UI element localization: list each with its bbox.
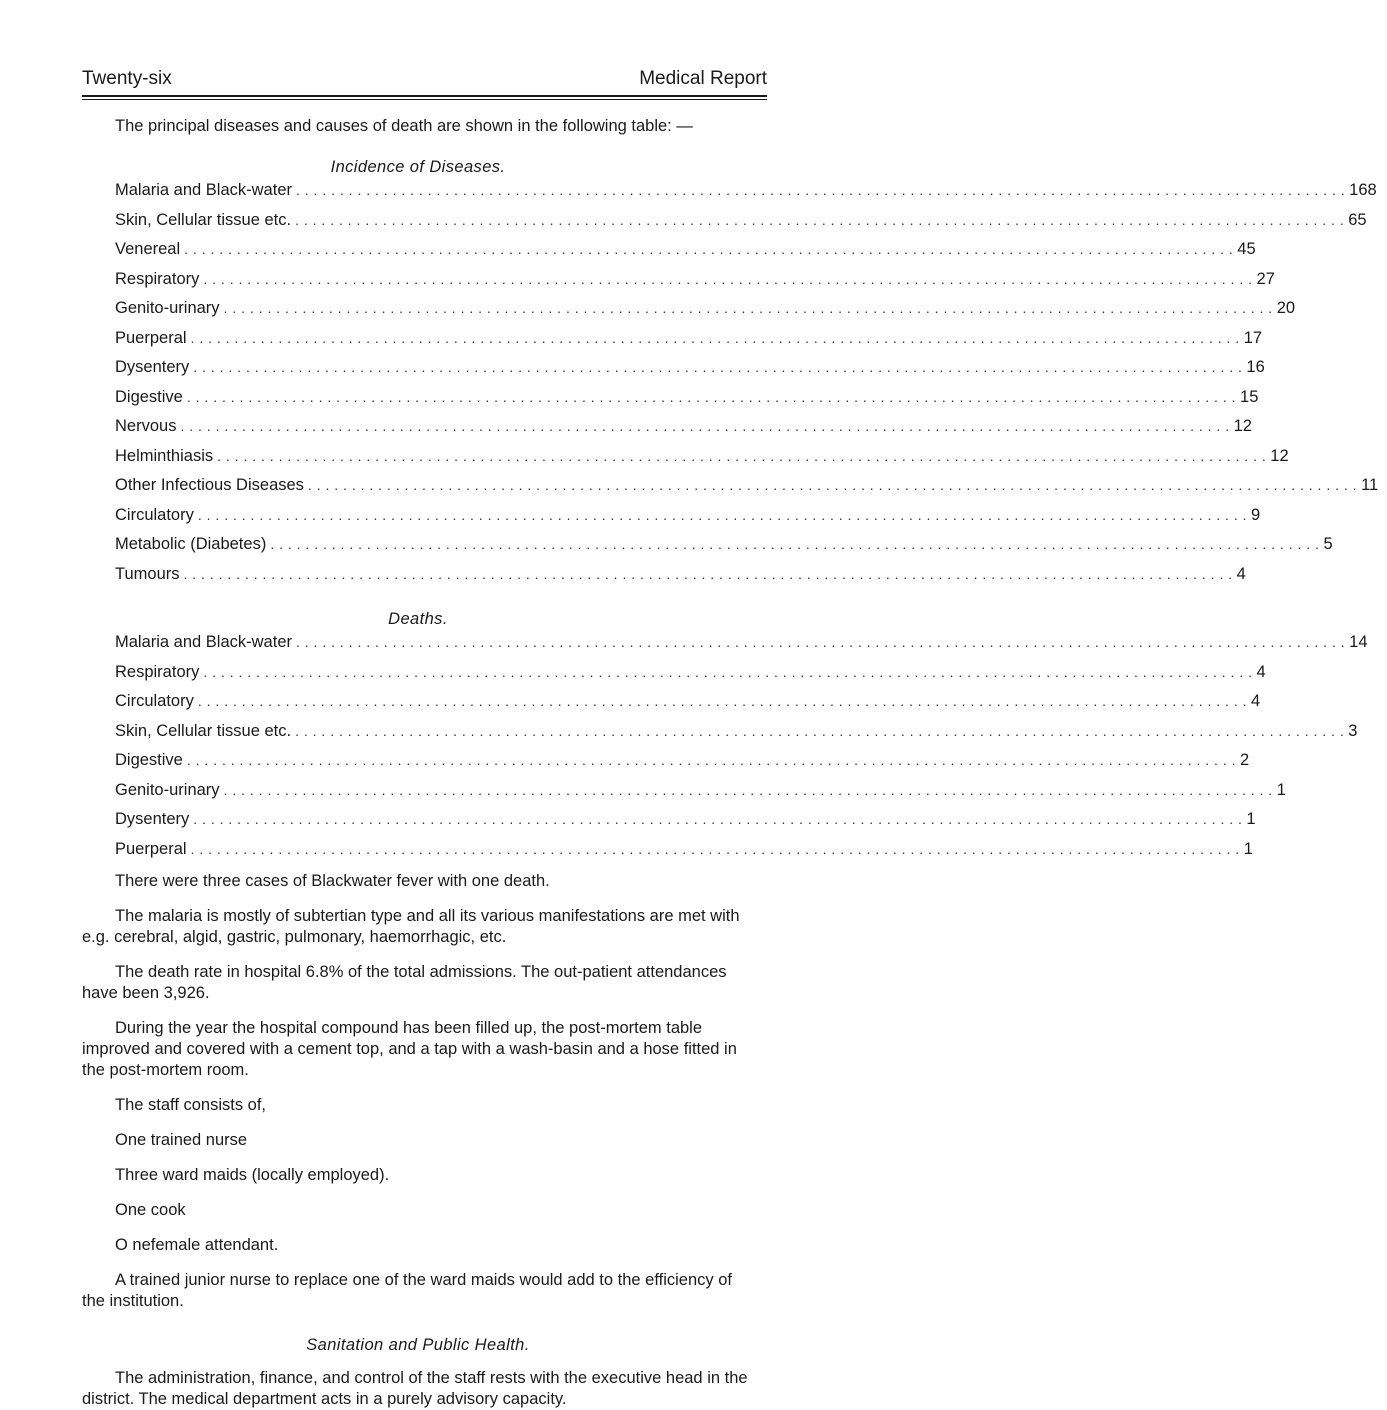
case-count: 1 bbox=[1246, 810, 1256, 828]
blackwater-paragraph: There were three cases of Blackwater fever with one death. bbox=[115, 872, 550, 890]
disease-name: Other Infectious Diseases bbox=[115, 476, 304, 494]
case-count: 1 bbox=[1276, 780, 1286, 799]
dot-leader: . . . . . . . . . . . . . . . . . . . . . . . . . . . . . . . . . . . . . . . . . . . . . . . . . . . . . . . . . . . . . . . . . . . . . . . . . . . . . . . . . . . . . . . . . . . . . . . . . . . . . . . . . . . . . . . . . . . . . . . . bbox=[295, 211, 1345, 228]
disease-name: Metabolic (Diabetes) bbox=[115, 535, 267, 553]
dot-leader: . . . . . . . . . . . . . . . . . . . . . . . . . . . . . . . . . . . . . . . . . . . . . . . . . . . . . . . . . . . . . . . . . . . . . . . . . . . . . . . . . . . . . . . . . . . . . . . . . . . . . . . . . . . . . . . . . . . . . . . . bbox=[217, 447, 1267, 464]
table-row bbox=[115, 780, 1286, 811]
disease-name: Puerperal bbox=[115, 328, 187, 347]
dot-leader: . . . . . . . . . . . . . . . . . . . . . . . . . . . . . . . . . . . . . . . . . . . . . . . . . . . . . . . . . . . . . . . . . . . . . . . . . . . . . . . . . . . . . . . . . . . . . . . . . . . . . . . . . . . . . . . . . . . . . . . . bbox=[223, 781, 1273, 798]
dot-leader: . . . . . . . . . . . . . . . . . . . . . . . . . . . . . . . . . . . . . . . . . . . . . . . . . . . . . . . . . . . . . . . . . . . . . . . . . . . . . . . . . . . . . . . . . . . . . . . . . . . . . . . . . . . . . . . . . . . . . . . . bbox=[223, 300, 1273, 316]
case-count: 65 bbox=[1348, 210, 1367, 229]
case-count: 20 bbox=[1276, 299, 1296, 317]
case-count: 16 bbox=[1246, 358, 1265, 376]
table-row bbox=[115, 692, 1261, 722]
disease-name: Digestive bbox=[115, 387, 183, 406]
case-count: 45 bbox=[1237, 240, 1256, 258]
table-row bbox=[115, 476, 1379, 506]
dot-leader: . . . . . . . . . . . . . . . . . . . . . . . . . . . . . . . . . . . . . . . . . . . . . . . . . . . . . . . . . . . . . . . . . . . . . . . . . . . . . . . . . . . . . . . . . . . . . . . . . . . . . . . . . . . . . . . . . . . . . . . . bbox=[193, 811, 1243, 827]
dot-leader: . . . . . . . . . . . . . . . . . . . . . . . . . . . . . . . . . . . . . . . . . . . . . . . . . . . . . . . . . . . . . . . . . . . . . . . . . . . . . . . . . . . . . . . . . . . . . . . . . . . . . . . . . . . . . . . . . . . . . . . . bbox=[203, 270, 1253, 287]
page-body bbox=[82, 116, 1379, 1410]
table-row bbox=[115, 535, 1333, 565]
dot-leader: . . . . . . . . . . . . . . . . . . . . . . . . . . . . . . . . . . . . . . . . . . . . . . . . . . . . . . . . . . . . . . . . . . . . . . . . . . . . . . . . . . . . . . . . . . . . . . . . . . . . . . . . . . . . . . . . . . . . . . . . bbox=[186, 752, 1237, 768]
intro-paragraph: The principal diseases and causes of death are shown in the following table: — bbox=[115, 117, 693, 135]
staff-item: Three ward maids (locally employed). bbox=[115, 1166, 390, 1184]
dot-leader: . . . . . . . . . . . . . . . . . . . . . . . . . . . . . . . . . . . . . . . . . . . . . . . . . . . . . . . . . . . . . . . . . . . . . . . . . . . . . . . . . . . . . . . . . . . . . . . . . . . . . . . . . . . . . . . . . . . . . . . . bbox=[190, 329, 1240, 346]
dot-leader: . . . . . . . . . . . . . . . . . . . . . . . . . . . . . . . . . . . . . . . . . . . . . . . . . . . . . . . . . . . . . . . . . . . . . . . . . . . . . . . . . . . . . . . . . . . . . . . . . . . . . . . . . . . . . . . . . . . . . . . . bbox=[295, 722, 1345, 739]
case-count: 17 bbox=[1243, 328, 1263, 347]
compound-paragraph: During the year the hospital compound has been filled up, the post-mortem table improved and covered with a cement top, and a tap with a wash-basin and a hose fitted in the post-mortem room. bbox=[82, 1019, 737, 1079]
table-row bbox=[115, 417, 1252, 447]
table-row bbox=[115, 505, 1261, 536]
staff-item: One trained nurse bbox=[115, 1131, 248, 1149]
case-count: 15 bbox=[1240, 387, 1259, 406]
disease-name: Respiratory bbox=[115, 269, 200, 288]
case-count: 12 bbox=[1233, 417, 1252, 435]
disease-name: Digestive bbox=[115, 751, 183, 769]
dot-leader: . . . . . . . . . . . . . . . . . . . . . . . . . . . . . . . . . . . . . . . . . . . . . . . . . . . . . . . . . . . . . . . . . . . . . . . . . . . . . . . . . . . . . . . . . . . . . . . . . . . . . . . . . . . . . . . . . . . . . . . . bbox=[197, 506, 1247, 523]
header-rule-thin bbox=[82, 99, 767, 100]
junior-nurse-paragraph: A trained junior nurse to replace one of the ward maids would add to the efficiency of the institution. bbox=[82, 1271, 732, 1310]
case-count: 4 bbox=[1236, 564, 1246, 583]
table-row bbox=[115, 810, 1256, 840]
disease-name: Skin, Cellular tissue etc. bbox=[115, 721, 292, 740]
incidence-title: Incidence of Diseases. bbox=[330, 158, 506, 176]
case-count: 3 bbox=[1348, 721, 1358, 740]
table-row bbox=[115, 181, 1377, 211]
disease-name: Dysentery bbox=[115, 358, 190, 376]
case-count: 12 bbox=[1270, 446, 1289, 465]
table-row bbox=[115, 387, 1259, 418]
disease-name: Circulatory bbox=[115, 692, 194, 710]
table-row bbox=[115, 564, 1246, 595]
death-rate-paragraph: The death rate in hospital 6.8% of the total admissions. The out-patient attendances have been 3,926. bbox=[82, 963, 727, 1002]
disease-name: Malaria and Black-water bbox=[115, 181, 292, 199]
case-count: 5 bbox=[1323, 535, 1333, 553]
table-row bbox=[115, 751, 1250, 781]
table-row bbox=[115, 269, 1275, 300]
sanitation-title: Sanitation and Public Health. bbox=[306, 1336, 530, 1354]
disease-name: Venereal bbox=[115, 240, 181, 258]
disease-name: Helminthiasis bbox=[115, 446, 214, 465]
case-count: 168 bbox=[1349, 181, 1377, 199]
case-count: 27 bbox=[1256, 269, 1275, 288]
disease-name: Genito-urinary bbox=[115, 299, 220, 317]
staff-intro-paragraph: The staff consists of, bbox=[115, 1096, 267, 1114]
dot-leader: . . . . . . . . . . . . . . . . . . . . . . . . . . . . . . . . . . . . . . . . . . . . . . . . . . . . . . . . . . . . . . . . . . . . . . . . . . . . . . . . . . . . . . . . . . . . . . . . . . . . . . . . . . . . . . . . . . . . . . . . bbox=[296, 182, 1346, 198]
staff-item: One cook bbox=[115, 1201, 186, 1219]
disease-name: Nervous bbox=[115, 417, 177, 435]
deaths-title: Deaths. bbox=[388, 610, 448, 628]
table-row bbox=[115, 839, 1253, 870]
dot-leader: . . . . . . . . . . . . . . . . . . . . . . . . . . . . . . . . . . . . . . . . . . . . . . . . . . . . . . . . . . . . . . . . . . . . . . . . . . . . . . . . . . . . . . . . . . . . . . . . . . . . . . . . . . . . . . . . . . . . . . . . bbox=[186, 388, 1237, 405]
dot-leader: . . . . . . . . . . . . . . . . . . . . . . . . . . . . . . . . . . . . . . . . . . . . . . . . . . . . . . . . . . . . . . . . . . . . . . . . . . . . . . . . . . . . . . . . . . . . . . . . . . . . . . . . . . . . . . . . . . . . . . . . bbox=[270, 536, 1320, 552]
dot-leader: . . . . . . . . . . . . . . . . . . . . . . . . . . . . . . . . . . . . . . . . . . . . . . . . . . . . . . . . . . . . . . . . . . . . . . . . . . . . . . . . . . . . . . . . . . . . . . . . . . . . . . . . . . . . . . . . . . . . . . . . bbox=[203, 663, 1253, 680]
disease-name: Respiratory bbox=[115, 662, 200, 681]
case-count: 11 bbox=[1361, 476, 1379, 494]
dot-leader: . . . . . . . . . . . . . . . . . . . . . . . . . . . . . . . . . . . . . . . . . . . . . . . . . . . . . . . . . . . . . . . . . . . . . . . . . . . . . . . . . . . . . . . . . . . . . . . . . . . . . . . . . . . . . . . . . . . . . . . . bbox=[193, 359, 1243, 375]
staff-list bbox=[82, 1130, 754, 1256]
dot-leader: . . . . . . . . . . . . . . . . . . . . . . . . . . . . . . . . . . . . . . . . . . . . . . . . . . . . . . . . . . . . . . . . . . . . . . . . . . . . . . . . . . . . . . . . . . . . . . . . . . . . . . . . . . . . . . . . . . . . . . . . bbox=[307, 477, 1358, 493]
disease-name: Circulatory bbox=[115, 505, 194, 524]
staff-item: O nefemale attendant. bbox=[115, 1236, 279, 1254]
case-count: 4 bbox=[1256, 662, 1266, 681]
dot-leader: . . . . . . . . . . . . . . . . . . . . . . . . . . . . . . . . . . . . . . . . . . . . . . . . . . . . . . . . . . . . . . . . . . . . . . . . . . . . . . . . . . . . . . . . . . . . . . . . . . . . . . . . . . . . . . . . . . . . . . . . bbox=[190, 840, 1240, 857]
table-row bbox=[115, 721, 1358, 752]
sanitation-paragraph: The administration, finance, and control of the staff rests with the executive head in the district. The medical department acts in a purely advisory capacity. bbox=[82, 1369, 748, 1408]
case-count: 1 bbox=[1243, 839, 1253, 858]
dot-leader: . . . . . . . . . . . . . . . . . . . . . . . . . . . . . . . . . . . . . . . . . . . . . . . . . . . . . . . . . . . . . . . . . . . . . . . . . . . . . . . . . . . . . . . . . . . . . . . . . . . . . . . . . . . . . . . . . . . . . . . . bbox=[197, 693, 1247, 709]
case-count: 9 bbox=[1251, 505, 1261, 524]
disease-name: Tumours bbox=[115, 564, 180, 583]
dot-leader: . . . . . . . . . . . . . . . . . . . . . . . . . . . . . . . . . . . . . . . . . . . . . . . . . . . . . . . . . . . . . . . . . . . . . . . . . . . . . . . . . . . . . . . . . . . . . . . . . . . . . . . . . . . . . . . . . . . . . . . . bbox=[183, 565, 1233, 582]
malaria-paragraph: The malaria is mostly of subtertian type and all its various manifestations are met with e.g. cerebral, algid, gastric, pulmonary, haemorrhagic, etc. bbox=[82, 907, 740, 946]
table-row bbox=[115, 358, 1265, 388]
page-number-label: Twenty-six bbox=[82, 68, 172, 89]
dot-leader: . . . . . . . . . . . . . . . . . . . . . . . . . . . . . . . . . . . . . . . . . . . . . . . . . . . . . . . . . . . . . . . . . . . . . . . . . . . . . . . . . . . . . . . . . . . . . . . . . . . . . . . . . . . . . . . . . . . . . . . . bbox=[180, 418, 1230, 434]
disease-name: Skin, Cellular tissue etc. bbox=[115, 210, 292, 229]
page-header bbox=[82, 66, 767, 92]
disease-name: Malaria and Black-water bbox=[115, 633, 292, 651]
incidence-table bbox=[115, 181, 1379, 594]
table-row bbox=[115, 446, 1289, 477]
table-row bbox=[115, 633, 1368, 663]
header-rule bbox=[82, 95, 767, 97]
case-count: 14 bbox=[1349, 633, 1368, 651]
dot-leader: . . . . . . . . . . . . . . . . . . . . . . . . . . . . . . . . . . . . . . . . . . . . . . . . . . . . . . . . . . . . . . . . . . . . . . . . . . . . . . . . . . . . . . . . . . . . . . . . . . . . . . . . . . . . . . . . . . . . . . . . bbox=[296, 634, 1346, 650]
case-count: 4 bbox=[1251, 692, 1261, 710]
table-row bbox=[115, 210, 1367, 241]
table-row bbox=[115, 299, 1296, 329]
table-row bbox=[115, 328, 1263, 359]
table-row bbox=[115, 240, 1256, 270]
report-title: Medical Report bbox=[639, 68, 767, 89]
disease-name: Genito-urinary bbox=[115, 780, 220, 799]
deaths-table bbox=[115, 633, 1368, 869]
disease-name: Dysentery bbox=[115, 810, 190, 828]
table-row bbox=[115, 662, 1266, 693]
dot-leader: . . . . . . . . . . . . . . . . . . . . . . . . . . . . . . . . . . . . . . . . . . . . . . . . . . . . . . . . . . . . . . . . . . . . . . . . . . . . . . . . . . . . . . . . . . . . . . . . . . . . . . . . . . . . . . . . . . . . . . . . bbox=[184, 241, 1234, 257]
disease-name: Puerperal bbox=[115, 839, 187, 858]
case-count: 2 bbox=[1240, 751, 1250, 769]
